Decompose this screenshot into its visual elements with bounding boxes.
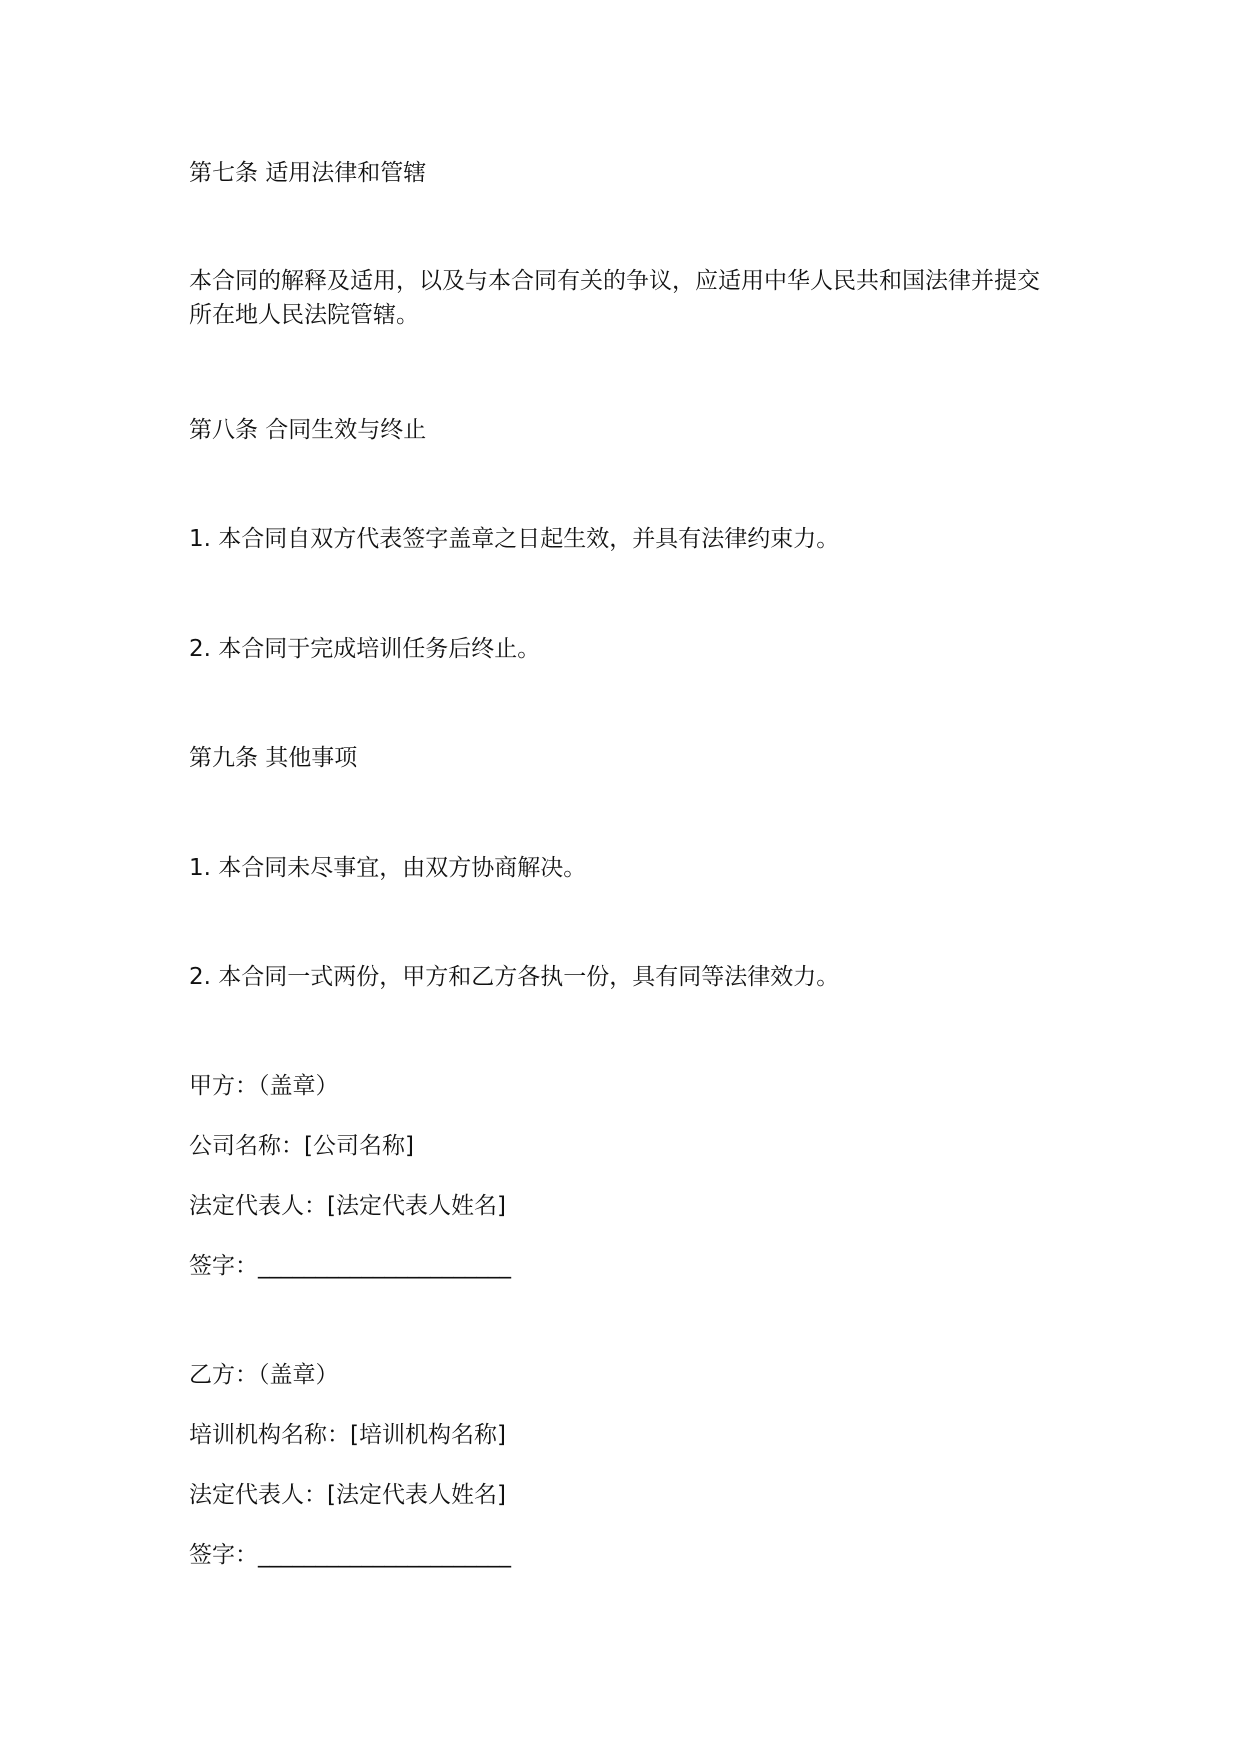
article-7-heading: 第七条 适用法律和管辖 <box>189 160 427 186</box>
party-b-legal-representative: 法定代表人：[法定代表人姓名] <box>189 1482 506 1508</box>
article-9-heading: 第九条 其他事项 <box>189 745 358 771</box>
article-7-body <box>189 264 1059 332</box>
party-a-legal-representative: 法定代表人：[法定代表人姓名] <box>189 1193 506 1219</box>
party-a-company-name: 公司名称：[公司名称] <box>189 1133 414 1159</box>
party-b-signature-line: 签字：______________________ <box>189 1542 511 1568</box>
article-9-item-2: 2. 本合同一式两份，甲方和乙方各执一份，具有同等法律效力。 <box>189 964 840 990</box>
article-7-body-line-1: 本合同的解释及适用，以及与本合同有关的争议，应适用中华人民共和国法律并提交 <box>189 268 1040 294</box>
party-a-signature-line: 签字：______________________ <box>189 1253 511 1279</box>
party-b-institution-name: 培训机构名称：[培训机构名称] <box>189 1422 506 1448</box>
article-8-heading: 第八条 合同生效与终止 <box>189 417 427 443</box>
party-b-title: 乙方：（盖章） <box>189 1362 339 1388</box>
party-a-title: 甲方：（盖章） <box>189 1073 339 1099</box>
article-7-body-line-2: 所在地人民法院管辖。 <box>189 302 419 328</box>
article-9-item-1: 1. 本合同未尽事宜，由双方协商解决。 <box>189 855 587 881</box>
article-8-item-1: 1. 本合同自双方代表签字盖章之日起生效，并具有法律约束力。 <box>189 526 840 552</box>
article-8-item-2: 2. 本合同于完成培训任务后终止。 <box>189 636 541 662</box>
